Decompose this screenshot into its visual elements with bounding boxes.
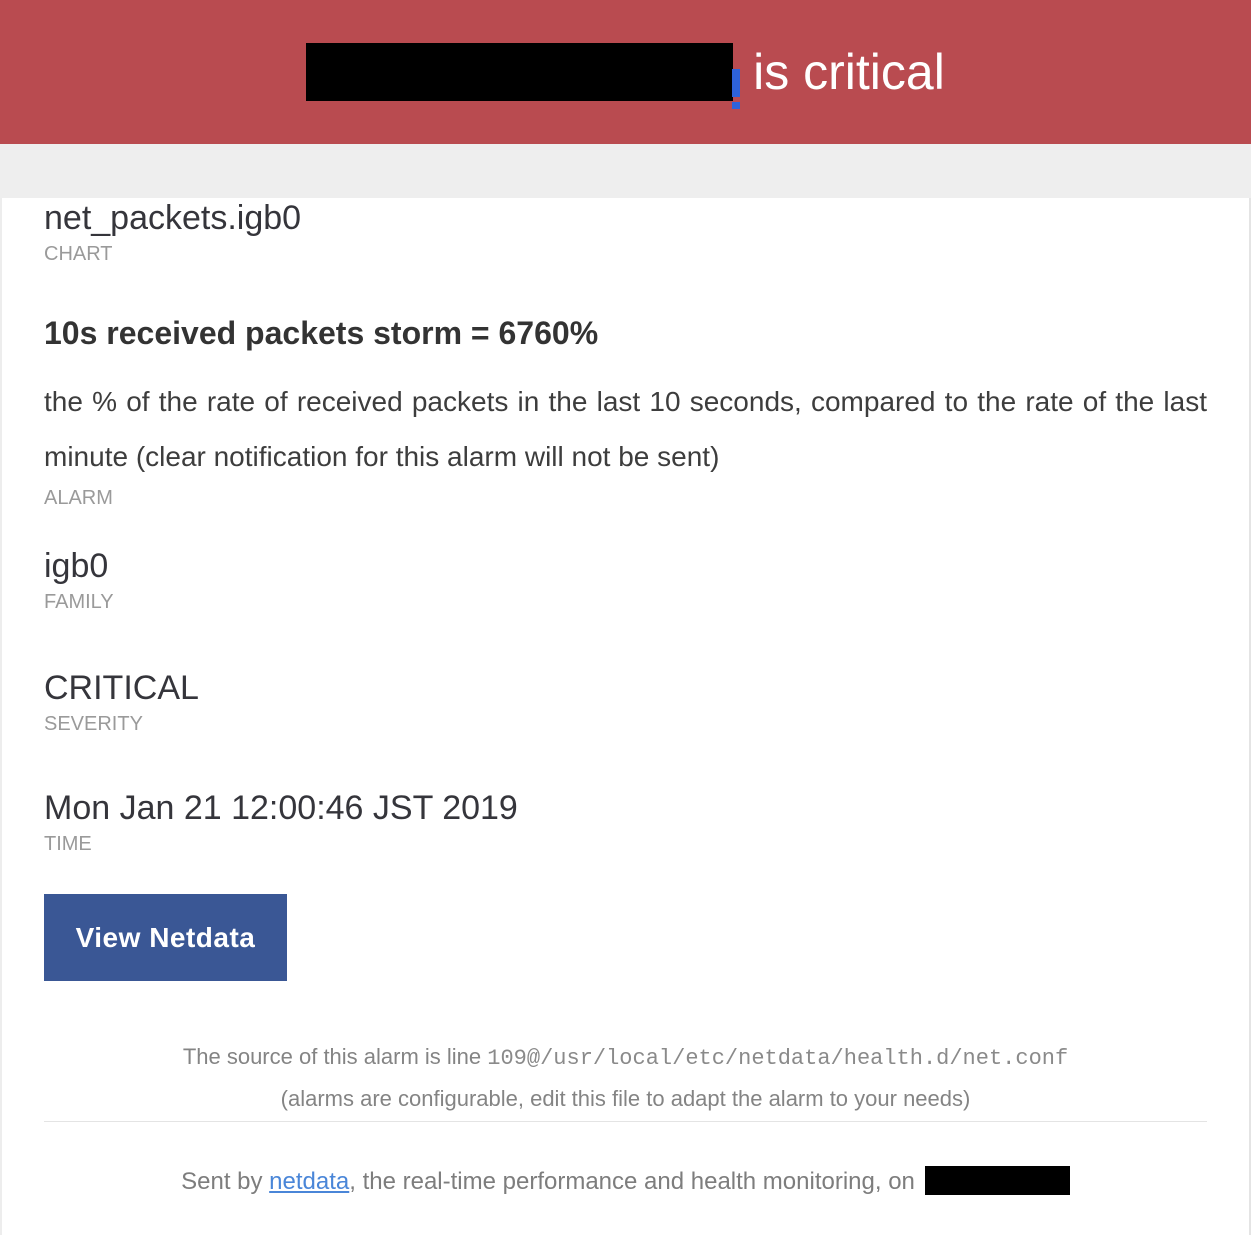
sent-by-prefix: Sent by [181,1168,270,1195]
family-field [44,546,1207,614]
alarm-value: 10s received packets storm = 6760% [44,315,599,351]
severity-field [44,668,1207,736]
redacted-host-footer [925,1166,1070,1195]
footer-divider [44,1121,1207,1122]
alarm-source-line [44,1043,1207,1073]
hidden-link-fragment [732,69,740,97]
hidden-link-fragment-dot [732,102,740,109]
alarm-description: the % of the rate of received packets in the last 10 seconds, compared to the rate of the last minute (clear notification for this alarm will not be sent) [44,386,1207,472]
alarm-label: ALARM [44,487,113,509]
time-label: TIME [44,833,92,855]
sent-by-suffix: , the real-time performance and health monitoring, on [349,1168,915,1195]
family-label: FAMILY [44,591,114,613]
email-body [0,198,1251,1235]
banner-title: is critical [753,44,945,100]
time-field [44,788,1207,856]
chart-field [44,198,1207,266]
config-note: (alarms are configurable, edit this file to adapt the alarm to your needs) [280,1086,971,1111]
netdata-link[interactable]: netdata [269,1168,350,1195]
time-value: Mon Jan 21 12:00:46 JST 2019 [44,789,518,827]
severity-value: CRITICAL [44,669,199,707]
chart-value: net_packets.igb0 [44,199,302,237]
alarm-source-prefix: The source of this alarm is line [182,1044,488,1069]
view-netdata-button[interactable]: View Netdata [44,894,287,981]
family-value: igb0 [44,547,109,585]
redacted-hostname [306,43,733,101]
alarm-field [44,314,1207,510]
alert-banner [0,0,1251,144]
chart-label: CHART [44,243,113,265]
sent-by-line [44,1166,1207,1197]
email-content [2,198,1249,1197]
alarm-source-path: 109@/usr/local/etc/netdata/health.d/net.conf [487,1046,1069,1071]
severity-label: SEVERITY [44,713,143,735]
